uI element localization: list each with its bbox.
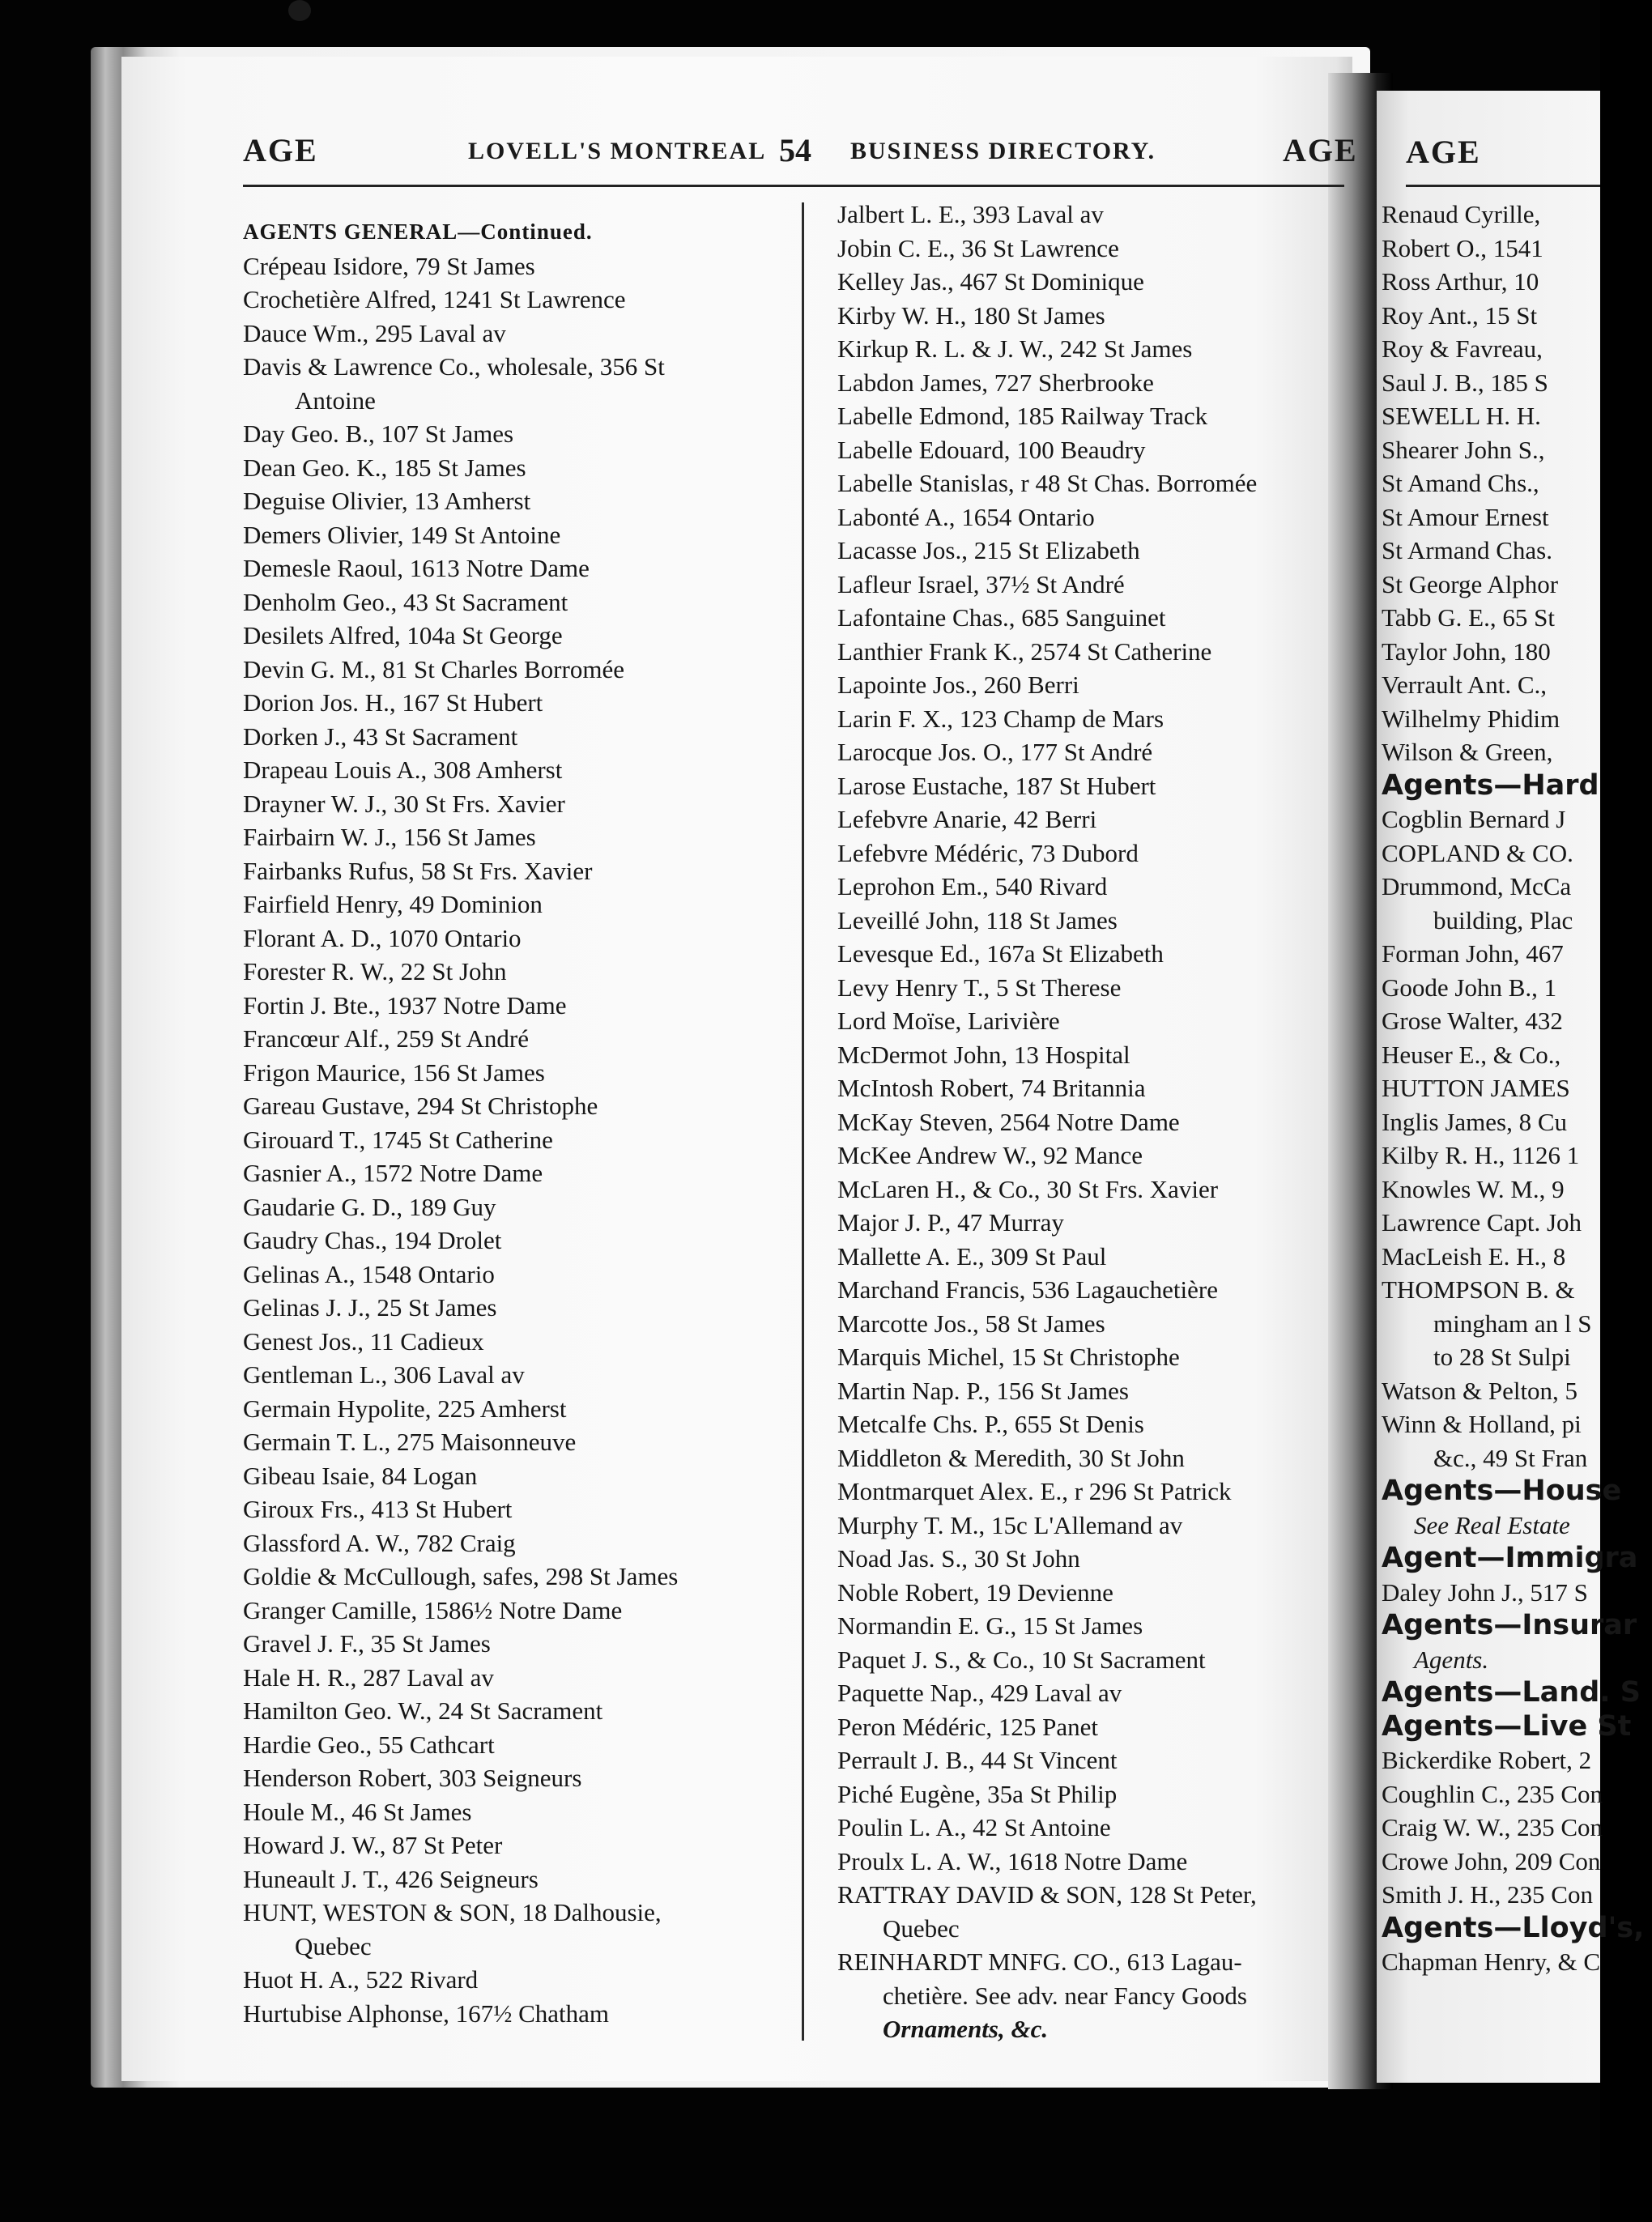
directory-entry: Jobin C. E., 36 St Lawrence: [837, 233, 1119, 262]
directory-entry: Lord Moïse, Larivière: [837, 1007, 1060, 1035]
directory-entry: Grose Walter, 432: [1382, 1007, 1563, 1035]
directory-entry: Bickerdike Robert, 2: [1382, 1746, 1592, 1774]
directory-entry: Montmarquet Alex. E., r 296 St Patrick: [837, 1477, 1232, 1505]
directory-entry: Labelle Edmond, 185 Railway Track: [837, 402, 1208, 430]
directory-entry: Mallette A. E., 309 St Paul: [837, 1241, 1107, 1271]
directory-entry: Fairbanks Rufus, 58 St Frs. Xavier: [243, 856, 593, 885]
scan-speck: [288, 0, 311, 21]
directory-entry: Dauce Wm., 295 Laval av: [243, 318, 506, 347]
directory-entry-continuation: chetière. See adv. near Fancy Goods: [883, 1981, 1247, 2010]
directory-entry-continuation: building, Plac: [1433, 905, 1573, 934]
directory-entry: HUNT, WESTON & SON, 18 Dalhousie,: [243, 1898, 662, 1926]
directory-entry: Lapointe Jos., 260 Berri: [837, 670, 1079, 699]
directory-entry: Labelle Edouard, 100 Beaudry: [837, 435, 1146, 464]
directory-entry: Deguise Olivier, 13 Amherst: [243, 487, 531, 515]
directory-entry: St George Alphor: [1382, 569, 1559, 598]
directory-entry-continuation: Quebec: [883, 1913, 960, 1943]
directory-entry: Normandin E. G., 15 St James: [837, 1611, 1143, 1640]
directory-entry: Metcalfe Chs. P., 655 St Denis: [837, 1410, 1144, 1438]
directory-entry: Paquette Nap., 429 Laval av: [837, 1679, 1122, 1707]
directory-entry: Gibeau Isaie, 84 Logan: [243, 1461, 478, 1490]
directory-entry: Crowe John, 209 Con: [1382, 1846, 1601, 1875]
directory-entry: Granger Camille, 1586½ Notre Dame: [243, 1595, 623, 1624]
directory-entry-continuation: to 28 St Sulpi: [1433, 1343, 1571, 1371]
directory-entry: McLaren H., & Co., 30 St Frs. Xavier: [837, 1174, 1219, 1203]
directory-entry-continuation: &c., 49 St Fran: [1433, 1443, 1588, 1472]
directory-entry: Francœur Alf., 259 St André: [243, 1024, 530, 1053]
directory-entry-continuation: Antoine: [295, 385, 376, 415]
directory-entry: Leveillé John, 118 St James: [837, 905, 1118, 934]
directory-entry: Middleton & Meredith, 30 St John: [837, 1443, 1185, 1472]
directory-entry: Denholm Geo., 43 St Sacrament: [243, 587, 568, 616]
directory-entry: Crochetière Alfred, 1241 St Lawrence: [243, 285, 626, 313]
next-page-header-section: AGE: [1406, 134, 1481, 170]
directory-entry: Wilhelmy Phidim: [1382, 704, 1560, 733]
directory-entry: Forman John, 467: [1382, 939, 1564, 968]
directory-entry: Inglis James, 8 Cu: [1382, 1107, 1568, 1136]
directory-entry: Hamilton Geo. W., 24 St Sacrament: [243, 1696, 603, 1725]
directory-entry: Marcotte Jos., 58 St James: [837, 1309, 1105, 1338]
directory-entry: Gasnier A., 1572 Notre Dame: [243, 1159, 543, 1187]
directory-entry: Major J. P., 47 Murray: [837, 1208, 1064, 1237]
directory-entry: Chapman Henry, & C: [1382, 1947, 1601, 1976]
directory-entry: Labdon James, 727 Sherbrooke: [837, 368, 1154, 397]
middle-column: [837, 198, 1433, 2046]
directory-entry: Smith J. H., 235 Con: [1382, 1880, 1593, 1909]
directory-entry: Knowles W. M., 9: [1382, 1174, 1565, 1203]
directory-entry: Kilby R. H., 1126 1: [1382, 1141, 1580, 1169]
directory-entry-continuation: mingham an l S: [1433, 1309, 1592, 1338]
page-number: 54: [779, 132, 811, 168]
directory-entry: Gelinas J. J., 25 St James: [243, 1293, 497, 1322]
cross-reference: Agents.: [1414, 1645, 1489, 1674]
directory-entry: Kirkup R. L. & J. W., 242 St James: [837, 334, 1193, 363]
directory-entry: St Amand Chs.,: [1382, 469, 1539, 497]
directory-entry-continuation: Ornaments, &c.: [883, 2015, 1049, 2043]
directory-entry: Gaudarie G. D., 189 Guy: [243, 1192, 496, 1221]
directory-entry: COPLAND & CO.: [1382, 838, 1573, 867]
directory-entry: Fairfield Henry, 49 Dominion: [243, 890, 543, 918]
directory-entry: Crépeau Isidore, 79 St James: [243, 251, 535, 280]
directory-entry: Winn & Holland, pi: [1382, 1410, 1582, 1438]
directory-entry: Levesque Ed., 167a St Elizabeth: [837, 939, 1164, 968]
header-section-left: AGE: [243, 132, 318, 168]
directory-entry: Perrault J. B., 44 St Vincent: [837, 1746, 1118, 1774]
directory-entry: Dorken J., 43 St Sacrament: [243, 722, 518, 751]
directory-entry: Girouard T., 1745 St Catherine: [243, 1125, 553, 1154]
next-page-column: [1382, 198, 1645, 1979]
directory-entry: Robert O., 1541: [1382, 233, 1543, 262]
section-heading: Agents—Insurar: [1382, 1609, 1637, 1641]
directory-entry: McKee Andrew W., 92 Mance: [837, 1141, 1143, 1169]
section-heading: Agent—Immigra: [1382, 1542, 1638, 1574]
directory-entry: Dorion Jos. H., 167 St Hubert: [243, 688, 543, 717]
directory-entry: Houle M., 46 St James: [243, 1797, 472, 1826]
header-title-right: BUSINESS DIRECTORY.: [850, 138, 1156, 164]
directory-entry: Germain Hypolite, 225 Amherst: [243, 1394, 567, 1423]
directory-entry: Ross Arthur, 10: [1382, 267, 1539, 296]
directory-entry: Demers Olivier, 149 St Antoine: [243, 520, 561, 549]
section-heading: Agents—Lloyd's,: [1382, 1911, 1645, 1944]
directory-entry: SEWELL H. H.: [1382, 402, 1541, 430]
directory-entry: Peron Médéric, 125 Panet: [837, 1712, 1098, 1741]
header-section-right: AGE: [1283, 132, 1358, 168]
directory-entry: HUTTON JAMES: [1382, 1074, 1570, 1102]
directory-entry: Taylor John, 180: [1382, 636, 1551, 666]
directory-entry: Gareau Gustave, 294 St Christophe: [243, 1092, 598, 1120]
directory-entry: McIntosh Robert, 74 Britannia: [837, 1074, 1146, 1102]
directory-entry: Huneault J. T., 426 Seigneurs: [243, 1864, 539, 1893]
directory-entry: Lanthier Frank K., 2574 St Catherine: [837, 636, 1212, 666]
directory-entry: Tabb G. E., 65 St: [1382, 603, 1555, 632]
directory-entry: Roy & Favreau,: [1382, 334, 1543, 363]
directory-entry: McDermot John, 13 Hospital: [837, 1040, 1130, 1069]
directory-entry: Craig W. W., 235 Con: [1382, 1813, 1603, 1841]
directory-entry-continuation: Quebec: [295, 1931, 372, 1960]
directory-entry: Day Geo. B., 107 St James: [243, 419, 514, 448]
directory-entry: Demesle Raoul, 1613 Notre Dame: [243, 554, 590, 582]
directory-entry: Kelley Jas., 467 St Dominique: [837, 267, 1144, 296]
section-heading: Agents—Land. S: [1382, 1676, 1641, 1709]
directory-entry: Forester R. W., 22 St John: [243, 957, 507, 985]
directory-entry: RATTRAY DAVID & SON, 128 St Peter,: [837, 1880, 1257, 1909]
directory-entry: Larocque Jos. O., 177 St André: [837, 738, 1153, 766]
directory-entry: St Armand Chas.: [1382, 536, 1552, 564]
directory-entry: Watson & Pelton, 5: [1382, 1376, 1578, 1405]
directory-entry: Roy Ant., 15 St: [1382, 300, 1538, 330]
directory-entry: REINHARDT MNFG. CO., 613 Lagau-: [837, 1947, 1242, 1976]
directory-entry: Dean Geo. K., 185 St James: [243, 453, 526, 482]
directory-entry: Glassford A. W., 782 Craig: [243, 1528, 516, 1557]
directory-entry: Gelinas A., 1548 Ontario: [243, 1259, 495, 1288]
directory-entry: Kirby W. H., 180 St James: [837, 300, 1105, 330]
directory-entry: McKay Steven, 2564 Notre Dame: [837, 1107, 1180, 1136]
directory-entry: Lawrence Capt. Joh: [1382, 1208, 1582, 1237]
directory-entry: Saul J. B., 185 S: [1382, 368, 1548, 397]
directory-entry: Germain T. L., 275 Maisonneuve: [243, 1428, 577, 1456]
directory-entry: Piché Eugène, 35a St Philip: [837, 1779, 1118, 1808]
directory-entry: Florant A. D., 1070 Ontario: [243, 923, 522, 952]
directory-entry: Jalbert L. E., 393 Laval av: [837, 200, 1104, 228]
directory-entry: Drayner W. J., 30 St Frs. Xavier: [243, 789, 565, 818]
directory-entry: Lacasse Jos., 215 St Elizabeth: [837, 536, 1140, 564]
directory-entry: Lafleur Israel, 37½ St André: [837, 569, 1125, 598]
directory-entry: Cogblin Bernard J: [1382, 805, 1566, 833]
directory-entry: Marchand Francis, 536 Lagauchetière: [837, 1275, 1218, 1304]
directory-entry: Lafontaine Chas., 685 Sanguinet: [837, 603, 1166, 632]
section-heading: Agents—Hard: [1382, 768, 1599, 802]
cross-reference: See Real Estate: [1414, 1510, 1570, 1539]
directory-entry: Shearer John S.,: [1382, 435, 1545, 464]
directory-entry: Labelle Stanislas, r 48 St Chas. Borromée: [837, 469, 1258, 497]
directory-entry: Larin F. X., 123 Champ de Mars: [837, 704, 1164, 733]
directory-entry: Levy Henry T., 5 St Therese: [837, 973, 1122, 1002]
directory-entry: Hardie Geo., 55 Cathcart: [243, 1730, 495, 1759]
directory-entry: Proulx L. A. W., 1618 Notre Dame: [837, 1846, 1188, 1875]
directory-entry: Fairbairn W. J., 156 St James: [243, 823, 536, 851]
directory-entry: Davis & Lawrence Co., wholesale, 356 St: [243, 352, 665, 381]
header-title-left: LOVELL'S MONTREAL: [468, 138, 767, 164]
directory-entry: Coughlin C., 235 Con: [1382, 1779, 1603, 1808]
directory-entry: Poulin L. A., 42 St Antoine: [837, 1813, 1111, 1841]
directory-entry: Gaudry Chas., 194 Drolet: [243, 1226, 502, 1254]
directory-entry: Larose Eustache, 187 St Hubert: [837, 771, 1156, 800]
directory-entry: Verrault Ant. C.,: [1382, 670, 1548, 699]
directory-entry: Goldie & McCullough, safes, 298 St James: [243, 1562, 679, 1590]
directory-entry: Daley John J., 517 S: [1382, 1577, 1588, 1607]
section-heading: Agents—Live St: [1382, 1709, 1632, 1743]
directory-entry: MacLeish E. H., 8: [1382, 1241, 1566, 1271]
directory-entry: Noble Robert, 19 Devienne: [837, 1577, 1113, 1607]
directory-entry: Martin Nap. P., 156 St James: [837, 1376, 1129, 1405]
directory-entry: Gentleman L., 306 Laval av: [243, 1360, 525, 1389]
directory-entry: Huot H. A., 522 Rivard: [243, 1965, 479, 1994]
header-rule: [243, 185, 1344, 187]
directory-entry: Labonté A., 1654 Ontario: [837, 502, 1095, 531]
directory-entry: Desilets Alfred, 104a St George: [243, 621, 563, 649]
directory-entry: Wilson & Green,: [1382, 738, 1553, 766]
directory-entry: Lefebvre Anarie, 42 Berri: [837, 805, 1097, 833]
directory-entry: Lefebvre Médéric, 73 Dubord: [837, 838, 1139, 867]
section-heading: Agents—House: [1382, 1475, 1622, 1507]
directory-entry: St Amour Ernest: [1382, 502, 1549, 531]
directory-entry: Murphy T. M., 15c L'Allemand av: [837, 1510, 1183, 1539]
directory-entry: Drummond, McCa: [1382, 872, 1572, 900]
next-page-header-rule: [1406, 185, 1600, 187]
directory-entry: Giroux Frs., 413 St Hubert: [243, 1495, 513, 1523]
directory-entry: Paquet J. S., & Co., 10 St Sacrament: [837, 1645, 1206, 1674]
directory-entry: Devin G. M., 81 St Charles Borromée: [243, 654, 624, 683]
directory-entry: Leprohon Em., 540 Rivard: [837, 872, 1108, 900]
directory-entry: Henderson Robert, 303 Seigneurs: [243, 1764, 582, 1792]
directory-entry: Renaud Cyrille,: [1382, 200, 1541, 228]
directory-entry: THOMPSON B. &: [1382, 1275, 1575, 1304]
directory-entry: Howard J. W., 87 St Peter: [243, 1831, 503, 1859]
directory-entry: Hale H. R., 287 Laval av: [243, 1662, 494, 1692]
directory-entry: Genest Jos., 11 Cadieux: [243, 1326, 484, 1356]
directory-entry: Fortin J. Bte., 1937 Notre Dame: [243, 990, 567, 1019]
directory-entry: Gravel J. F., 35 St James: [243, 1629, 491, 1658]
directory-entry: Noad Jas. S., 30 St John: [837, 1544, 1080, 1573]
directory-entry: Heuser E., & Co.,: [1382, 1040, 1561, 1069]
section-heading: AGENTS GENERAL—Continued.: [243, 219, 593, 244]
directory-entry: Hurtubise Alphonse, 167½ Chatham: [243, 1999, 610, 2028]
directory-entry: Marquis Michel, 15 St Christophe: [837, 1343, 1180, 1371]
directory-entry: Drapeau Louis A., 308 Amherst: [243, 756, 563, 784]
directory-entry: Frigon Maurice, 156 St James: [243, 1058, 545, 1087]
directory-entry: Goode John B., 1: [1382, 973, 1557, 1002]
